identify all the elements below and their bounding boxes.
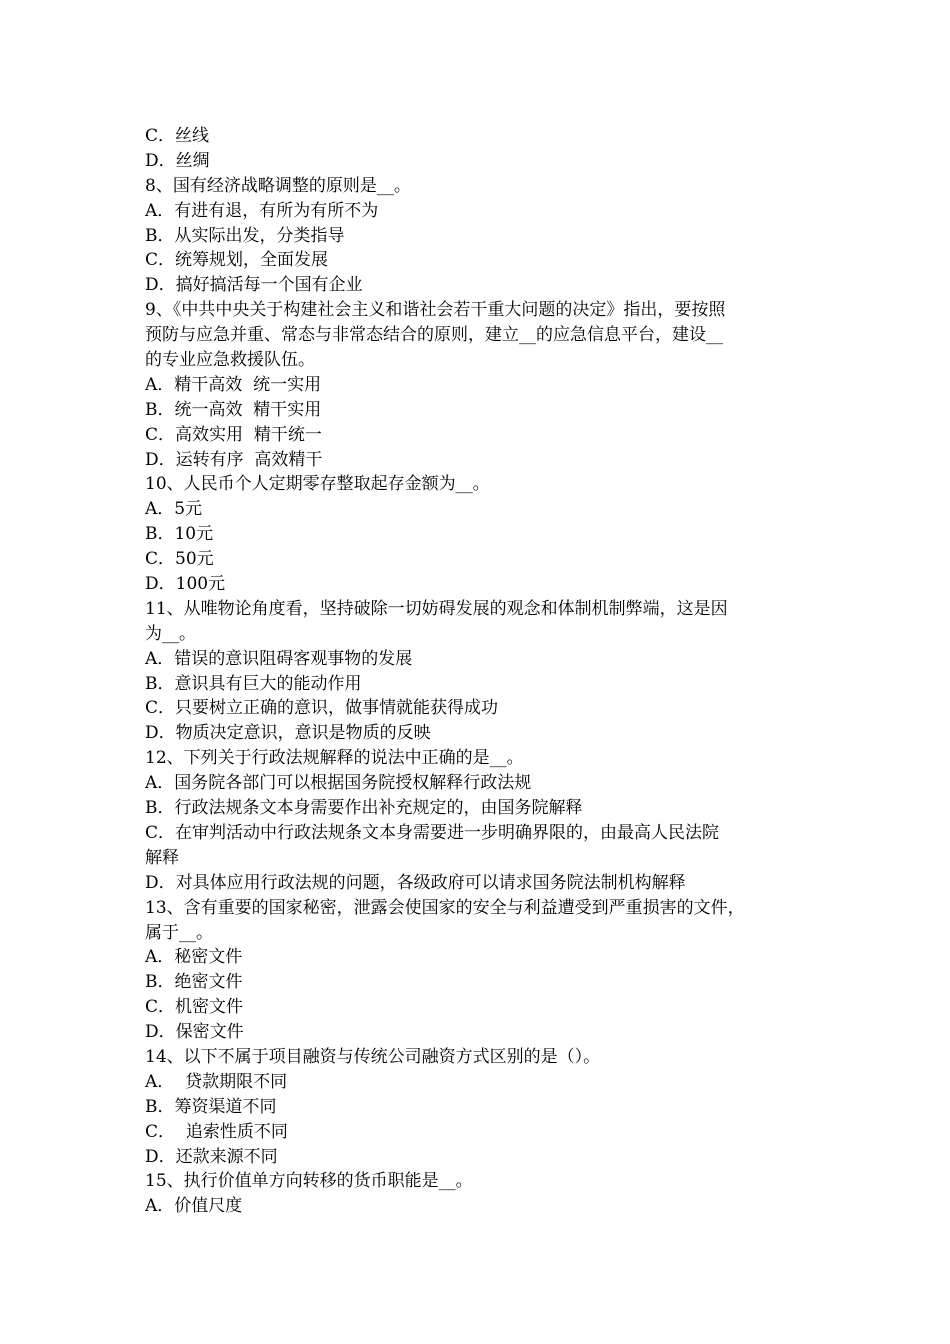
question-12: 12、下列关于行政法规解释的说法中正确的是__。 bbox=[145, 748, 524, 769]
text-line: 的专业应急救援队伍。 bbox=[145, 350, 315, 371]
text-line: D．丝绸 bbox=[145, 150, 210, 171]
option-line: A．有进有退，有所为有所不为 bbox=[145, 200, 379, 221]
option-line: A．5元 bbox=[145, 499, 203, 520]
option-line: C．只要树立正确的意识，做事情就能获得成功 bbox=[145, 698, 499, 719]
option-line: D．还款来源不同 bbox=[145, 1146, 278, 1167]
option-line: B．意识具有巨大的能动作用 bbox=[145, 673, 362, 694]
option-line: A．错误的意识阻碍客观事物的发展 bbox=[145, 648, 413, 669]
question-15: 15、执行价值单方向转移的货币职能是__。 bbox=[145, 1171, 473, 1192]
question-14: 14、以下不属于项目融资与传统公司融资方式区别的是（）。 bbox=[145, 1046, 601, 1067]
question-8: 8、国有经济战略调整的原则是__。 bbox=[145, 175, 411, 196]
option-line: D．搞好搞活每一个国有企业 bbox=[145, 275, 363, 296]
option-line: C．机密文件 bbox=[145, 997, 244, 1018]
option-line: A．价值尺度 bbox=[145, 1196, 243, 1217]
option-line: B．从实际出发，分类指导 bbox=[145, 225, 345, 246]
option-line: B．行政法规条文本身需要作出补充规定的，由国务院解释 bbox=[145, 798, 583, 819]
option-line: C．50元 bbox=[145, 549, 214, 570]
option-line: A．精干高效 统一实用 bbox=[145, 374, 322, 395]
text-line: C．丝线 bbox=[145, 126, 210, 146]
option-line: A． 贷款期限不同 bbox=[145, 1071, 288, 1092]
option-line: D．保密文件 bbox=[145, 1022, 244, 1043]
option-line: C． 追索性质不同 bbox=[145, 1121, 288, 1142]
question-9: 9、《中共中央关于构建社会主义和谐社会若干重大问题的决定》指出，要按照 bbox=[145, 300, 726, 321]
question-11: 11、从唯物论角度看，坚持破除一切妨碍发展的观念和体制机制弊端，这是因 bbox=[145, 598, 728, 619]
option-line: C．高效实用 精干统一 bbox=[145, 424, 322, 445]
text-line: 预防与应急并重、常态与非常态结合的原则，建立__的应急信息平台，建设__ bbox=[145, 325, 723, 346]
question-13: 13、含有重要的国家秘密，泄露会使国家的安全与利益遭受到严重损害的文件， bbox=[145, 897, 745, 918]
option-line: C．统筹规划，全面发展 bbox=[145, 250, 329, 271]
option-line: A．国务院各部门可以根据国务院授权解释行政法规 bbox=[145, 773, 532, 794]
text-line: 为__。 bbox=[145, 623, 196, 644]
question-10: 10、人民币个人定期零存整取起存金额为__。 bbox=[145, 474, 490, 495]
option-line: D．100元 bbox=[145, 574, 226, 595]
option-line: D．对具体应用行政法规的问题，各级政府可以请求国务院法制机构解释 bbox=[145, 872, 686, 893]
option-line: B．绝密文件 bbox=[145, 972, 243, 993]
option-line: B．10元 bbox=[145, 524, 214, 545]
option-line: D．运转有序 高效精干 bbox=[145, 449, 323, 470]
document-page bbox=[145, 124, 815, 1219]
text-line: 解释 bbox=[145, 847, 179, 868]
text-line: 属于__。 bbox=[145, 922, 213, 943]
option-line: B．筹资渠道不同 bbox=[145, 1096, 277, 1117]
option-line: C．在审判活动中行政法规条文本身需要进一步明确界限的，由最高人民法院 bbox=[145, 822, 720, 843]
option-line: D．物质决定意识，意识是物质的反映 bbox=[145, 723, 431, 744]
option-line: A．秘密文件 bbox=[145, 947, 243, 968]
option-line: B．统一高效 精干实用 bbox=[145, 399, 322, 420]
